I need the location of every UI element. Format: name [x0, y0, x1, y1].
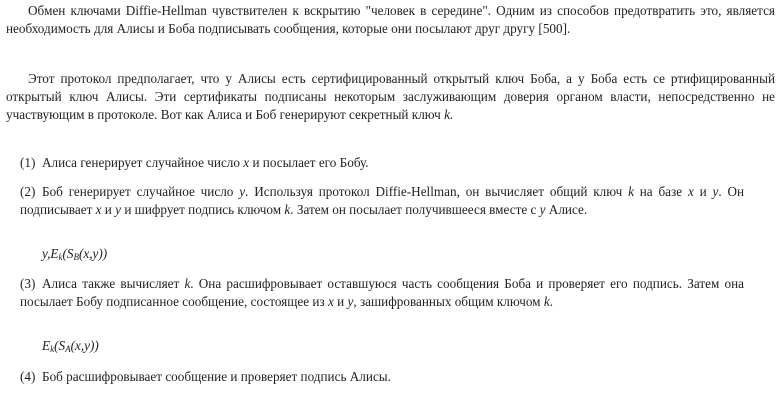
step-4: (4) Боб расшифровывает сообщение и проверяет подпись Алисы. — [20, 369, 391, 384]
protocol-paragraph: Этот протокол предполагает, что у Алисы есть сертифицированный открытый ключ Боба, а у Боба есть се ртифицированный открытый ключ Алисы. Эти сертификаты подписаны некоторым заслуживающим доверия органом власти, непосредственно не участвующим в протоколе. Вот как Алиса и Боб генерируют секретный ключ k. — [6, 71, 775, 122]
step-number: (2) — [20, 184, 36, 199]
step-number: (4) — [20, 369, 36, 384]
formula-2: $E_k(S_A(x,y))$ — [42, 338, 99, 354]
step-number: (1) — [20, 155, 36, 170]
step-1: (1) Алиса генерирует случайное число x и посылает его Бобу. — [20, 155, 369, 170]
protocol-text: Этот протокол предполагает, что у Алисы есть сертифицированный открытый ключ Боба, а у Боба есть се ртифицированный открытый ключ Алисы. Эти сертификаты подписаны некоторым заслуживающим доверия органом власти, непосредственно не участвующим в протоколе. Вот как Алиса и Боб генерируют секретный ключ — [6, 71, 775, 122]
key-variable: k — [444, 107, 450, 122]
step-2: (2) Боб генерирует случайное число y. Используя протокол Diffie-Hellman, он вычисляет общий ключ k на базе x и y. Он подписывает x и y и шифрует подпись ключом k. Затем он посылает получившееся вместе с y Алисе. — [20, 184, 745, 217]
step-number: (3) — [20, 276, 36, 291]
formula-1: $y,E_k(S_B(x,y))$ — [42, 246, 108, 262]
step-3: (3) Алиса также вычисляет k. Она расшифровывает оставшуюся часть сообщения Боба и проверяет его подпись. Затем она посылает Бобу подписанное сообщение, состоящее из x и y, зашифрованных общим ключом k. — [20, 276, 745, 309]
intro-paragraph: Обмен ключами Diffie-Hellman чувствителен к вскрытию "человек в середине". Одним из способов предотвратить это, является необходимость для Алисы и Боба подписывать сообщения, которые они посылают друг другу [500]. — [6, 3, 775, 36]
